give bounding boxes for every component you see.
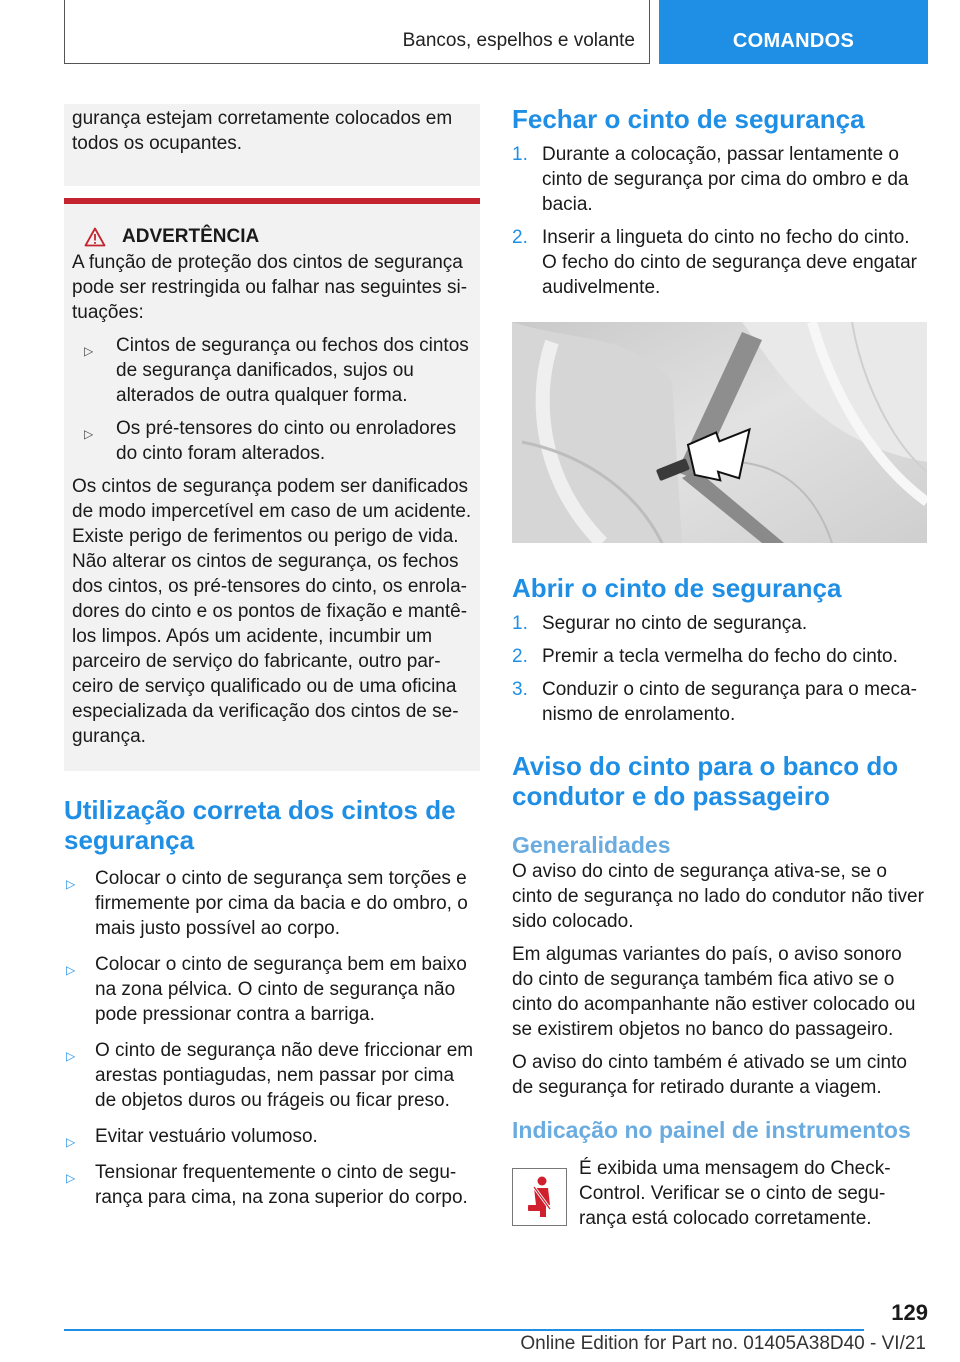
warning-body: Os cintos de segurança podem ser danificados de modo impercetível em caso de um acidente. Existe perigo de ferimentos ou perigo de vida. Não alterar os cintos de segurança, os fechos dos cintos, os pré-tensores do cinto, os enroladores do cinto e os pontos de fixação e mantê-los limpos. Após um acidente, incumbir um parceiro de serviço do fabricante, outro parceiro de serviço qualificado ou de uma oficina especializada da verificação dos cintos de segurança. [72, 476, 472, 747]
list-item: ▷ Colocar o cinto de segurança sem torções e firmemente por cima da bacia e do ombro, o mais justo possível ao corpo. [66, 868, 468, 939]
indication-text: É exibida uma mensagem do Check-Control. Verificar se o cinto de segurança está colocado corretamente. [579, 1158, 891, 1229]
list-item: ▷ Tensionar frequentemente o cinto de segurança para cima, na zona superior do corpo. [66, 1162, 468, 1208]
seatbelt-warning-icon [512, 1168, 567, 1226]
open-steps [512, 611, 926, 727]
indication-block [512, 1156, 926, 1231]
seat-buckle-illustration [512, 322, 927, 543]
left-column [64, 104, 480, 1210]
step-item: 1. Durante a colocação, passar lentamente o cinto de segurança por cima do ombro e da bacia. [512, 144, 909, 215]
list-item: ▷ Evitar vestuário volumoso. [64, 1124, 480, 1149]
right-column [512, 104, 926, 1231]
close-steps [512, 142, 926, 300]
step-item: 3. Conduzir o cinto de segurança para o mecanismo de enrolamento. [512, 679, 917, 725]
warning-box [64, 198, 480, 771]
step-item: 2. Premir a tecla vermelha do fecho do cinto. [512, 646, 898, 667]
correct-use-list [64, 866, 480, 1210]
list-item: ▷ O cinto de segurança não deve friccionar em arestas pontiagudas, nem passar por cima de objetos duros ou frágeis ou ficar preso. [66, 1040, 474, 1111]
triangle-right-icon: ▷ [66, 963, 76, 977]
list-item: ▷ Cintos de segurança ou fechos dos cintos de segurança danificados, sujos ou alterados de outra qualquer forma. [84, 335, 469, 406]
triangle-right-icon: ▷ [84, 427, 94, 441]
seatbelt-photo [512, 322, 927, 543]
page-header [64, 0, 928, 64]
warning-list [72, 333, 472, 466]
triangle-right-icon: ▷ [66, 877, 76, 891]
warning-intro: A função de proteção dos cintos de segurança pode ser restringida ou falhar nas seguintes situações: [72, 252, 468, 323]
warning-triangle-icon [84, 227, 106, 247]
step-item: 1. Segurar no cinto de segurança. [512, 613, 808, 634]
header-chapter-title: COMANDOS [732, 30, 855, 52]
general-paragraph-1: O aviso do cinto de segurança ativa-se, se o cinto de segurança no lado do condutor não tiver sido colocado. [512, 861, 924, 932]
section-title-open-belt: Abrir o cinto de segurança [512, 573, 842, 603]
step-item: 2. Inserir a lingueta do cinto no fecho do cinto. O fecho do cinto de segurança deve engatar audivelmente. [512, 227, 917, 298]
warning-title: ADVERTÊNCIA [122, 226, 260, 247]
triangle-right-icon: ▷ [84, 344, 94, 358]
header-chapter-tab[interactable] [659, 0, 928, 64]
subsection-title-general: Generalidades [512, 832, 671, 858]
list-item: ▷ Os pré-tensores do cinto ou enroladores do cinto foram alterados. [84, 418, 457, 464]
general-paragraph-3: O aviso do cinto também é ativado se um cinto de segurança for retirado durante a viagem. [512, 1052, 907, 1098]
header-section-box [64, 0, 650, 64]
subsection-title-indication: Indicação no painel de instrumentos [512, 1117, 911, 1143]
page-number: 129 [891, 1300, 928, 1325]
triangle-right-icon: ▷ [66, 1049, 76, 1063]
general-paragraph-2: Em algumas variantes do país, o aviso sonoro do cinto de segurança também fica ativo se o cinto do acompanhante não estiver colocado ou se existirem objetos no banco do passageiro. [512, 944, 916, 1040]
section-title-close-belt: Fechar o cinto de segurança [512, 104, 865, 134]
footer-divider [64, 1329, 864, 1331]
intro-text: gurança estejam corretamente colocados em todos os ocupantes. [72, 108, 453, 154]
intro-box [64, 104, 480, 186]
section-title-correct-use: Utilização correta dos cintos de segurança [64, 795, 456, 855]
triangle-right-icon: ▷ [66, 1171, 76, 1185]
warning-header [72, 226, 472, 248]
header-section-title: Bancos, espelhos e volante [402, 30, 635, 51]
footer-edition: Online Edition for Part no. 01405A38D40 - VI/21 [520, 1333, 926, 1354]
triangle-right-icon: ▷ [66, 1135, 76, 1149]
section-title-belt-reminder: Aviso do cinto para o banco do condutor e do passageiro [512, 751, 899, 811]
list-item: ▷ Colocar o cinto de segurança bem em baixo na zona pélvica. O cinto de segurança não pode pressionar contra a barriga. [66, 954, 467, 1025]
